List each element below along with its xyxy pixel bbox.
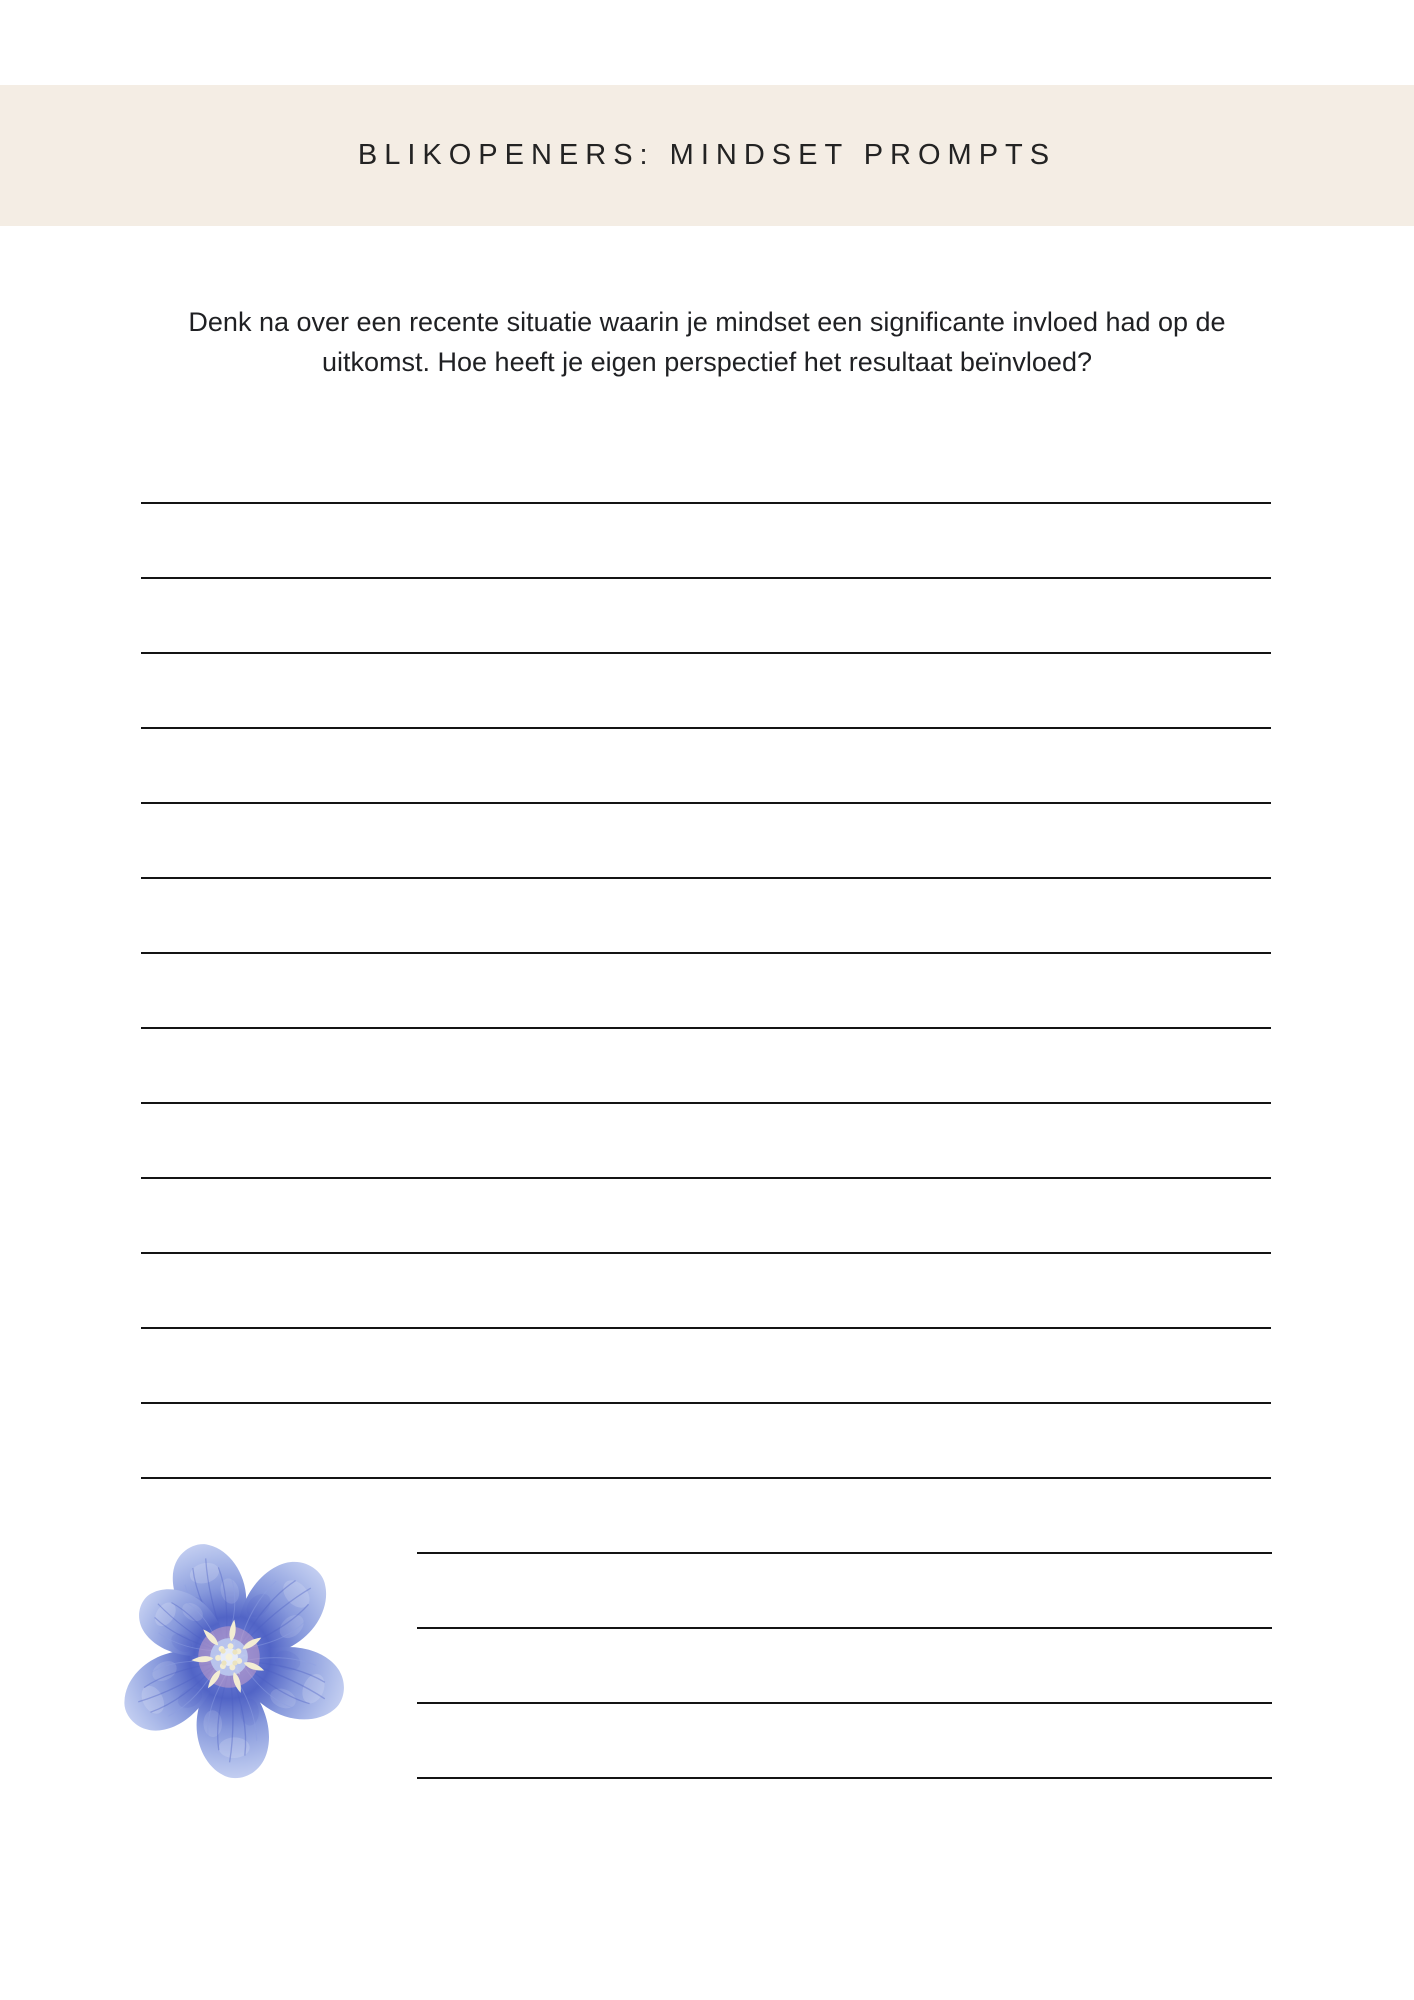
prompt-line-1: Denk na over een recente situatie waarin je mindset een significante invloed had op de — [188, 307, 1226, 337]
writing-line — [141, 1177, 1271, 1179]
writing-line — [141, 1402, 1271, 1404]
flower-icon — [100, 1528, 358, 1786]
writing-line — [141, 877, 1271, 879]
page-title: BLIKOPENERS: MINDSET PROMPTS — [357, 139, 1057, 171]
writing-line — [141, 652, 1271, 654]
writing-line — [141, 577, 1271, 579]
writing-line — [417, 1777, 1272, 1779]
prompt-line-2: uitkomst. Hoe heeft je eigen perspectief het resultaat beïnvloed? — [322, 347, 1092, 377]
writing-line — [141, 727, 1271, 729]
writing-line — [141, 1327, 1271, 1329]
writing-line — [141, 1252, 1271, 1254]
writing-line — [141, 1477, 1271, 1479]
writing-line — [141, 1027, 1271, 1029]
writing-line — [417, 1552, 1272, 1554]
writing-line — [141, 1102, 1271, 1104]
writing-line — [141, 952, 1271, 954]
writing-line — [141, 502, 1271, 504]
title-banner — [0, 85, 1414, 226]
writing-line — [417, 1627, 1272, 1629]
writing-line — [141, 802, 1271, 804]
prompt-text — [0, 302, 1414, 382]
writing-line — [417, 1702, 1272, 1704]
